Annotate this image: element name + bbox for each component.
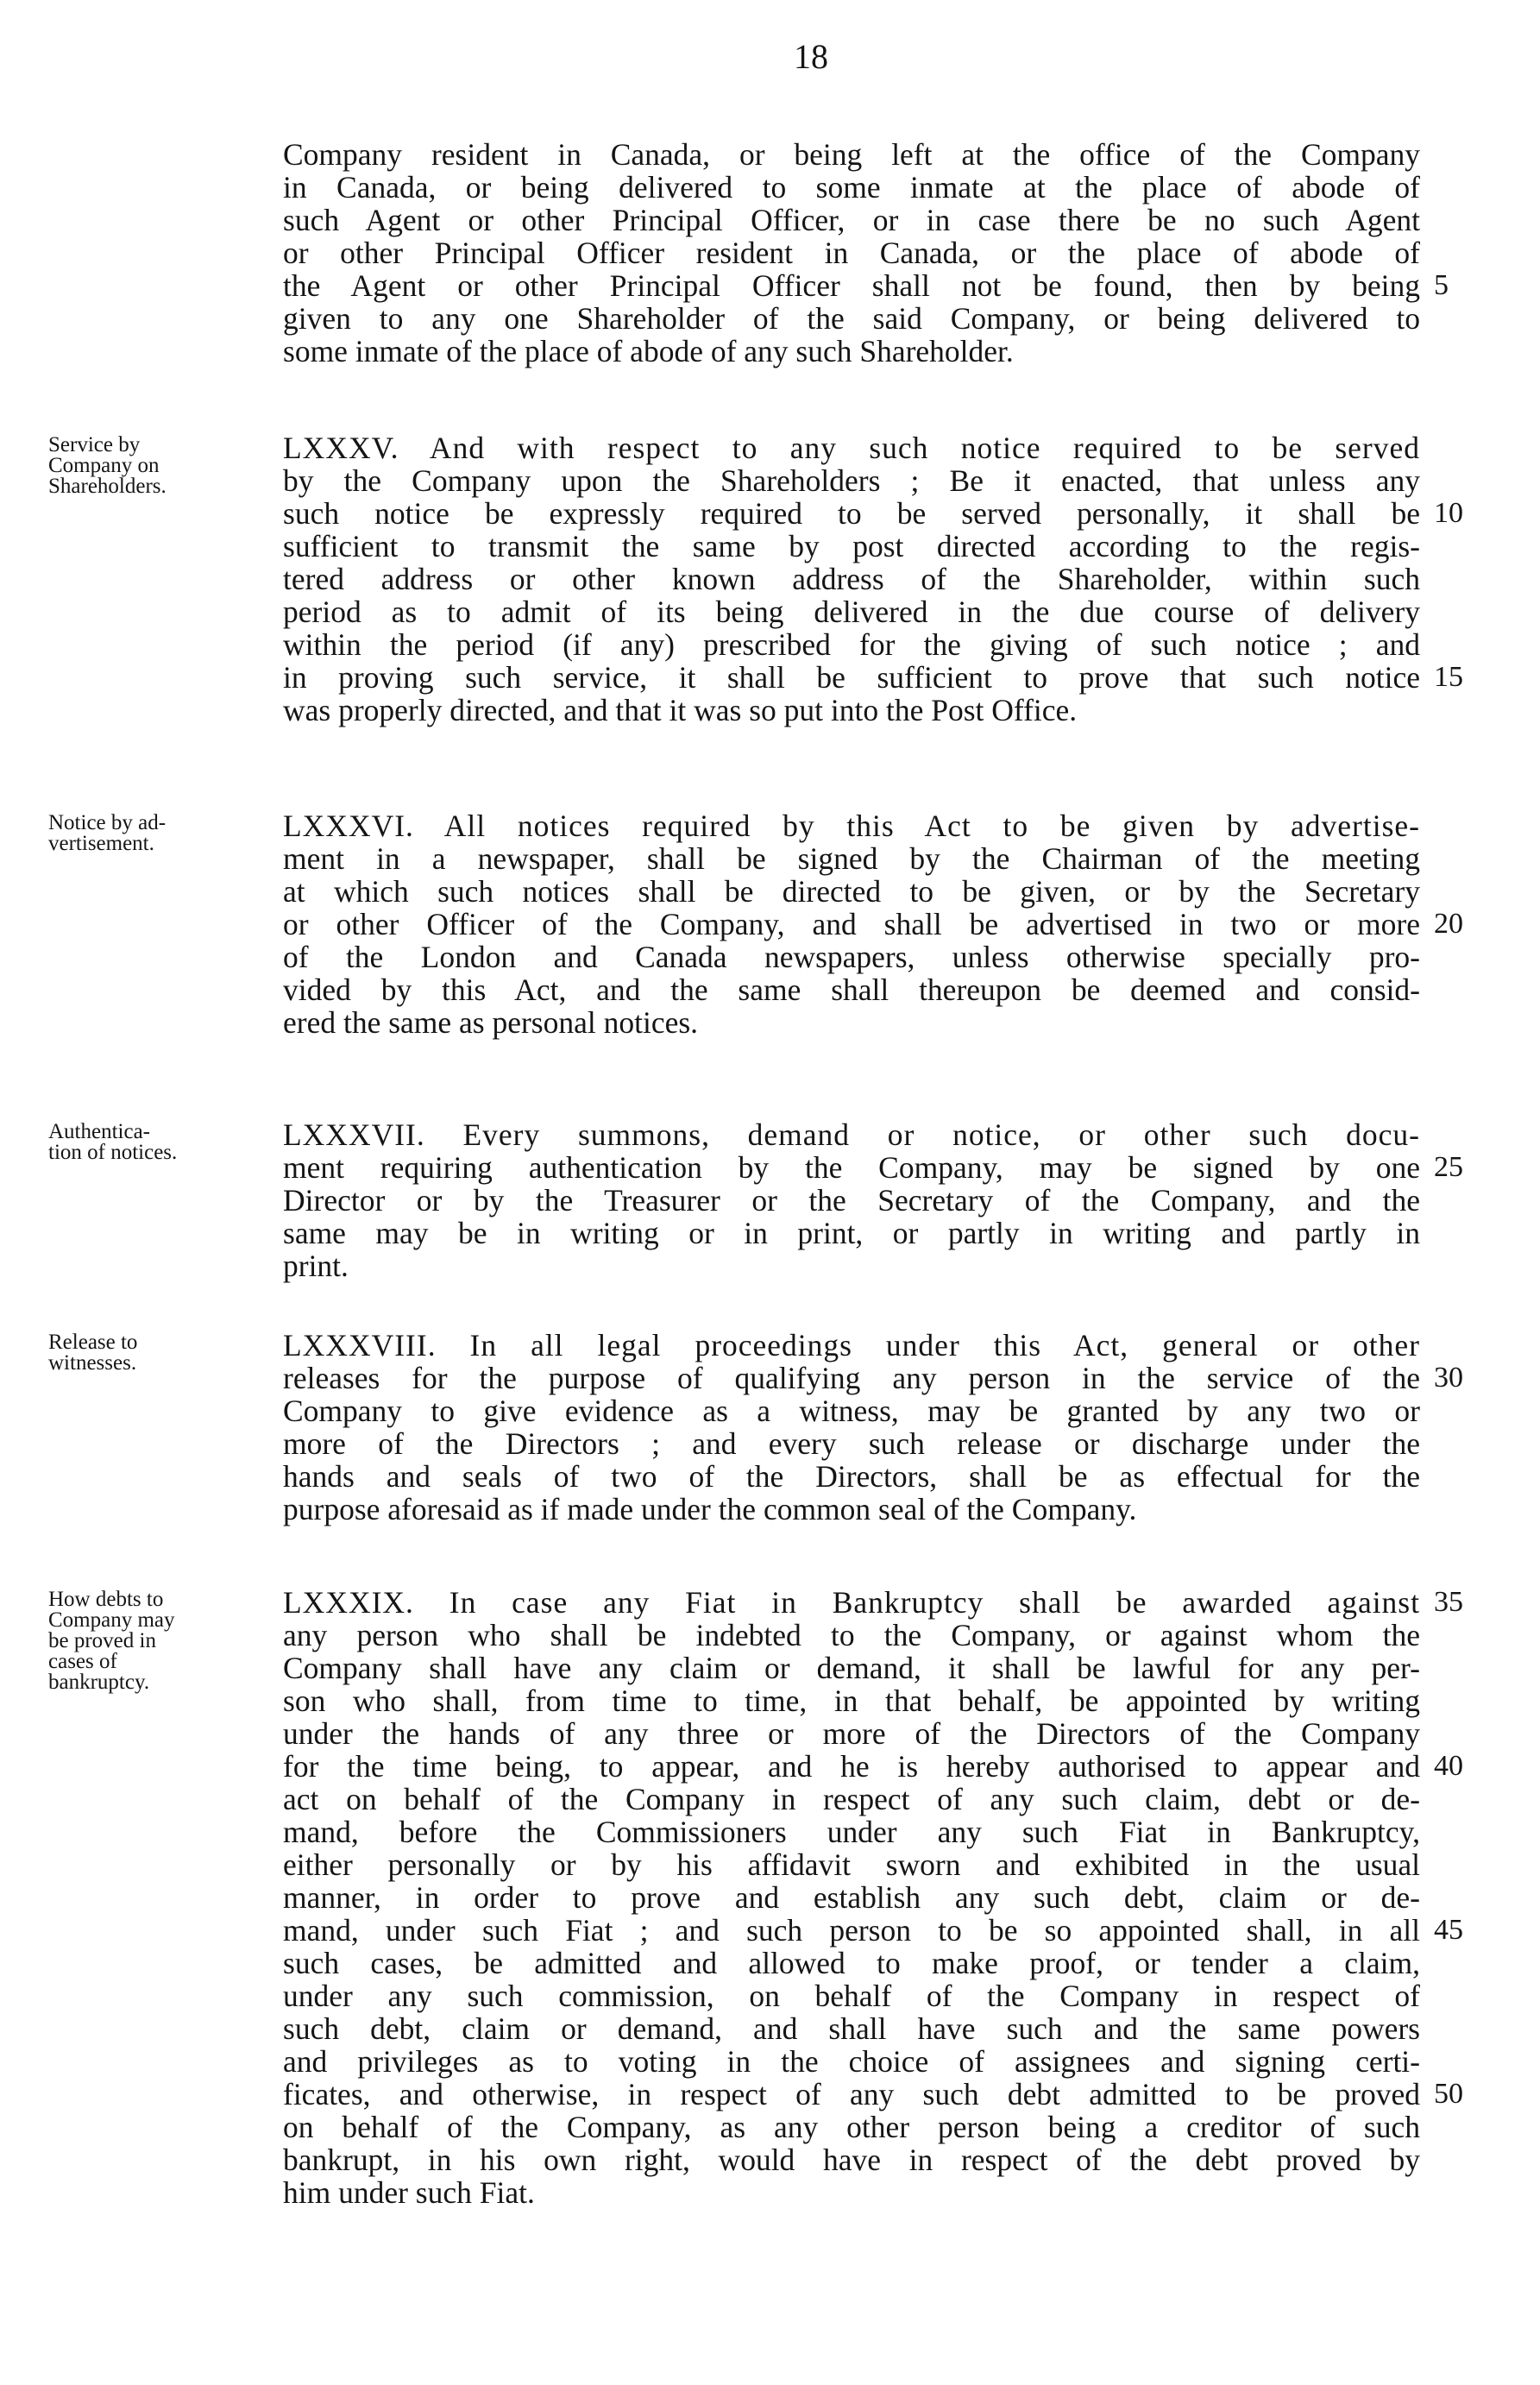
line-number: 25 [1434,1151,1463,1183]
text-line: ficates, and otherwise, in respect of any such debt admitted to be proved [283,2077,1420,2111]
text-line: within the period (if any) prescribed for the giving of such notice ; and [283,627,1420,662]
text-line: Company shall have any claim or demand, it shall be lawful for any per- [283,1651,1420,1685]
text-line: was properly directed, and that it was so put into the Post Office. [283,693,1078,727]
line-number: 45 [1434,1914,1463,1946]
text-line: manner, in order to prove and establish any such debt, claim or de- [283,1880,1420,1915]
text-line: either personally or by his affidavit sworn and exhibited in the usual [283,1847,1420,1882]
text-line: such debt, claim or demand, and shall have such and the same powers [283,2011,1420,2046]
text-line: any person who shall be indebted to the Company, or against whom the [283,1618,1420,1652]
margin-note-line: witnesses. [48,1351,137,1375]
text-line: sufficient to transmit the same by post directed according to the regis- [283,529,1420,563]
margin-note-line: Company may [48,1608,175,1632]
line-number: 15 [1434,661,1463,693]
text-line: of the London and Canada newspapers, unless otherwise specially pro- [283,940,1420,974]
text-line: mand, before the Commissioners under any such Fiat in Bankruptcy, [283,1815,1420,1849]
margin-note [48,1332,273,1374]
margin-note [48,1122,273,1163]
margin-note-line: be proved in [48,1629,156,1652]
margin-note-line: How debts to [48,1588,164,1611]
text-line: period as to admit of its being delivered in the due course of delivery [283,595,1420,629]
text-line: or other Principal Officer resident in Canada, or the place of abode of [283,236,1420,270]
text-line: tered address or other known address of the Shareholder, within such [283,562,1420,596]
text-line: purpose aforesaid as if made under the common seal of the Company. [283,1492,1137,1526]
text-line: hands and seals of two of the Directors, shall be as effectual for the [283,1459,1420,1494]
text-line: Company to give evidence as a witness, may be granted by any two or [283,1394,1420,1428]
text-line: Company resident in Canada, or being left at the office of the Company [283,137,1420,172]
margin-note-line: Release to [48,1331,138,1354]
line-number: 20 [1434,908,1463,940]
margin-note-line: cases of [48,1650,117,1673]
page-number: 18 [794,37,828,76]
text-line: ered the same as personal notices. [283,1005,699,1040]
margin-note-line: Notice by ad- [48,811,167,834]
text-line: LXXXVI. All notices required by this Act to be given by advertise- [283,809,1420,843]
text-line: act on behalf of the Company in respect of any such claim, debt or de- [283,1782,1420,1816]
text-line: some inmate of the place of abode of any such Shareholder. [283,334,1014,368]
text-line: bankrupt, in his own right, would have in respect of the debt proved by [283,2143,1420,2177]
margin-note [48,1589,273,1693]
text-line: such Agent or other Principal Officer, or in case there be no such Agent [283,203,1420,237]
text-line: LXXXVII. Every summons, demand or notice, or other such docu- [283,1117,1420,1152]
margin-note-line: Company on [48,454,160,477]
text-line: by the Company upon the Shareholders ; Be it enacted, that unless any [283,463,1420,498]
text-line: at which such notices shall be directed to be given, or by the Secretary [283,874,1420,909]
margin-note-line: tion of notices. [48,1141,178,1164]
text-line: LXXXVIII. In all legal proceedings under this Act, general or other [283,1328,1420,1362]
text-line: him under such Fiat. [283,2175,535,2210]
text-line: LXXXIX. In case any Fiat in Bankruptcy shall be awarded against [283,1585,1420,1620]
text-line: such cases, be admitted and allowed to make proof, or tender a claim, [283,1946,1420,1980]
text-line: in proving such service, it shall be sufficient to prove that such notice [283,660,1420,695]
text-line: given to any one Shareholder of the said Company, or being delivered to [283,301,1420,336]
line-number: 50 [1434,2078,1463,2110]
line-number: 30 [1434,1362,1463,1394]
text-line: mand, under such Fiat ; and such person to be so appointed shall, in all [283,1913,1420,1948]
text-line: son who shall, from time to time, in that behalf, be appointed by writing [283,1683,1420,1718]
line-number: 10 [1434,497,1463,529]
text-line: Director or by the Treasurer or the Secretary of the Company, and the [283,1183,1420,1218]
text-line: and privileges as to voting in the choice of assignees and signing certi- [283,2044,1420,2079]
margin-note-line: bankruptcy. [48,1671,150,1694]
text-line: such notice be expressly required to be served personally, it shall be [283,496,1420,531]
margin-note-line: vertisement. [48,832,154,855]
text-line: in Canada, or being delivered to some inmate at the place of abode of [283,170,1420,205]
text-line: under any such commission, on behalf of the Company in respect of [283,1979,1420,2013]
text-line: same may be in writing or in print, or partly in writing and partly in [283,1216,1420,1250]
margin-note-line: Service by [48,433,141,456]
text-line: vided by this Act, and the same shall thereupon be deemed and consid- [283,972,1420,1007]
line-number: 5 [1434,269,1449,301]
margin-note-line: Shareholders. [48,475,167,498]
text-line: LXXXV. And with respect to any such notice required to be served [283,431,1420,465]
line-number: 35 [1434,1586,1463,1618]
margin-note-line: Authentica- [48,1120,151,1143]
text-line: print. [283,1249,349,1283]
margin-note [48,435,273,497]
text-line: more of the Directors ; and every such release or discharge under the [283,1426,1420,1461]
line-number: 40 [1434,1750,1463,1782]
text-line: ment in a newspaper, shall be signed by the Chairman of the meeting [283,841,1420,876]
text-line: under the hands of any three or more of the Directors of the Company [283,1716,1420,1751]
text-line: the Agent or other Principal Officer shall not be found, then by being [283,268,1420,303]
text-line: on behalf of the Company, as any other person being a creditor of such [283,2110,1420,2144]
text-line: for the time being, to appear, and he is hereby authorised to appear and [283,1749,1420,1784]
text-line: or other Officer of the Company, and shall be advertised in two or more [283,907,1420,941]
text-line: ment requiring authentication by the Company, may be signed by one [283,1150,1420,1185]
text-line: releases for the purpose of qualifying any person in the service of the [283,1361,1420,1395]
margin-note [48,813,273,854]
